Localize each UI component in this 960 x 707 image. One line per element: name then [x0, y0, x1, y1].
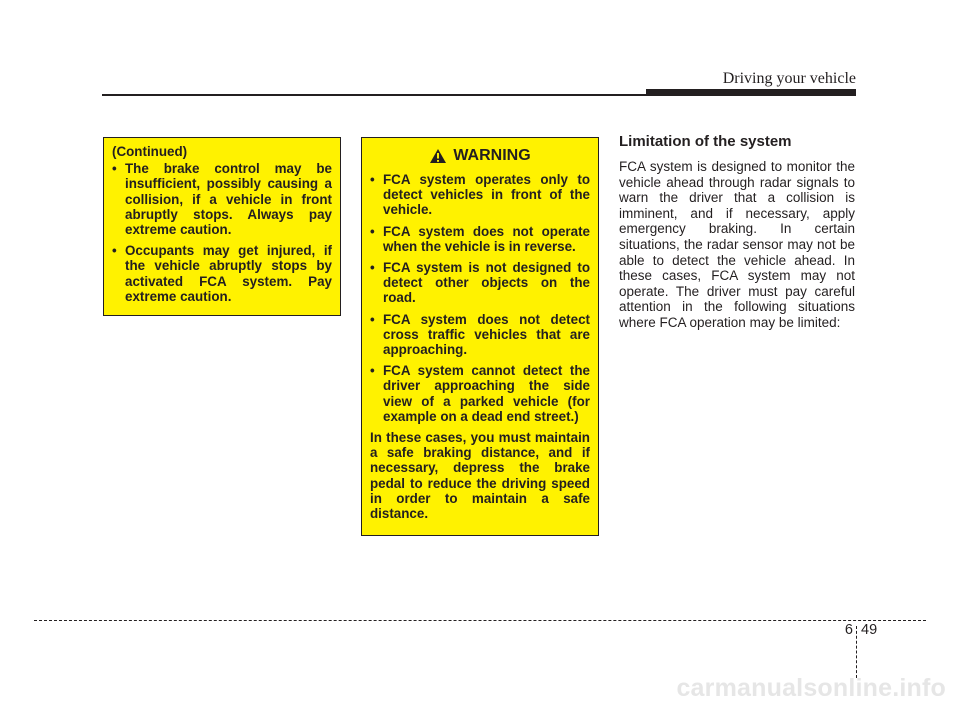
warning-item-text: FCA system cannot detect the driver approaching the side view of a parked vehicle (for example on a dead end street.) [383, 363, 590, 424]
page-number: 49 [861, 622, 878, 638]
warning-item [370, 260, 590, 306]
warning-list [370, 172, 590, 424]
continued-item [112, 161, 332, 237]
warning-footer-text: In these cases, you must maintain a safe braking distance, and if necessary, depress the brake pedal to reduce the driving speed in order to maintain a safe distance. [370, 430, 590, 522]
continued-item-text: Occupants may get injured, if the vehicle abruptly stops by activated FCA system. Pay extreme caution. [125, 243, 332, 304]
section-title: Driving your vehicle [722, 70, 856, 87]
continued-list [112, 161, 332, 304]
bullet-icon: • [370, 260, 375, 276]
continued-item-text: The brake control may be insufficient, possibly causing a collision, if a vehicle in front abruptly stops. Always pay extreme caution. [125, 161, 332, 238]
continued-caution-box [103, 137, 341, 316]
watermark: carmanualsonline.info [676, 674, 946, 702]
warning-triangle-icon [429, 148, 447, 164]
warning-item-text: FCA system does not operate when the vehicle is in reverse. [383, 223, 590, 254]
warning-item-text: FCA system does not detect cross traffic vehicles that are approaching. [383, 311, 590, 358]
bullet-icon: • [370, 363, 375, 379]
warning-item [370, 363, 590, 424]
header-bar [646, 89, 856, 96]
warning-item [370, 224, 590, 254]
footer-vertical-divider [856, 626, 857, 678]
bullet-icon: • [370, 223, 375, 239]
warning-header [370, 146, 590, 166]
warning-item [370, 172, 590, 218]
limitation-section [619, 133, 855, 331]
warning-item-text: FCA system operates only to detect vehicles in front of the vehicle. [383, 172, 590, 218]
continued-label: (Continued) [112, 144, 188, 159]
continued-item [112, 243, 332, 304]
bullet-icon: • [112, 161, 117, 177]
bullet-icon: • [112, 243, 117, 259]
limitation-body: FCA system is designed to monitor the vehicle ahead through radar signals to warn the driver that a collision is imminent, and if necessary, apply emergency braking. In certain situations, the radar sensor may not be able to detect the vehicle ahead. In these cases, FCA system may not operate. The driver must pay careful attention in the following situations where FCA operation may be limited: [619, 159, 855, 330]
chapter-number: 6 [844, 622, 853, 638]
limitation-heading: Limitation of the system [619, 133, 792, 150]
footer-divider [34, 620, 926, 621]
bullet-icon: • [370, 311, 375, 327]
bullet-icon: • [370, 172, 375, 187]
warning-box [361, 137, 599, 536]
warning-item [370, 312, 590, 358]
warning-title: WARNING [453, 147, 531, 165]
warning-item-text: FCA system is not designed to detect other objects on the road. [383, 260, 590, 306]
header-rule [102, 94, 646, 96]
